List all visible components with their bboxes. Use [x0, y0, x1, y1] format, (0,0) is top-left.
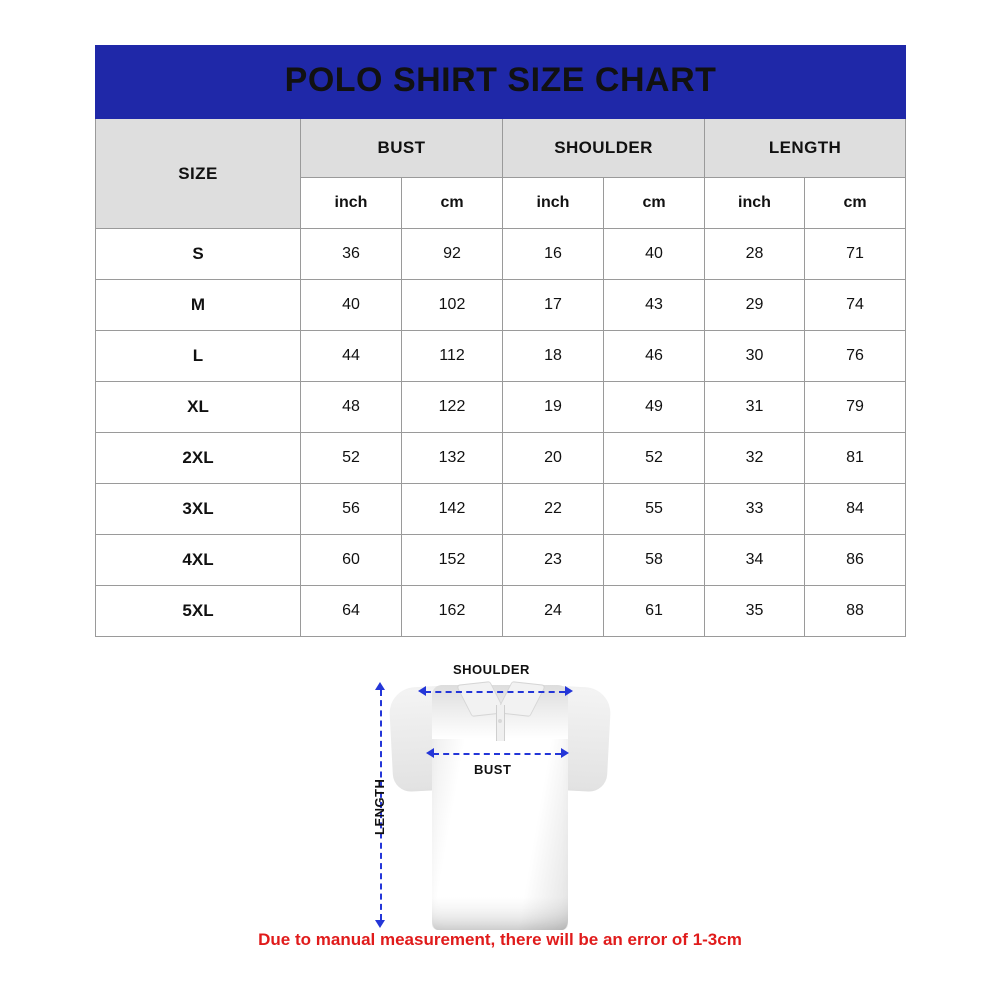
unit-bust-cm: cm — [402, 178, 503, 229]
cell-shoulder-inch: 23 — [503, 535, 604, 586]
shoulder-arrow-left-icon — [418, 686, 426, 696]
cell-length-inch: 28 — [705, 229, 805, 280]
table-group-header-row — [96, 119, 906, 178]
cell-length-inch: 32 — [705, 433, 805, 484]
cell-shoulder-inch: 17 — [503, 280, 604, 331]
cell-length-cm: 88 — [805, 586, 906, 637]
bust-measurement-label: BUST — [474, 762, 512, 777]
cell-length-inch: 34 — [705, 535, 805, 586]
cell-length-inch: 35 — [705, 586, 805, 637]
bust-measurement-line — [433, 753, 561, 755]
cell-shoulder-cm: 58 — [604, 535, 705, 586]
table-title-row — [96, 46, 906, 119]
cell-length-cm: 86 — [805, 535, 906, 586]
table-row — [96, 280, 906, 331]
cell-shoulder-cm: 40 — [604, 229, 705, 280]
header-size: SIZE — [96, 119, 301, 229]
size-chart-table — [95, 45, 906, 637]
cell-size: 5XL — [96, 586, 301, 637]
shirt-hem-shadow — [432, 897, 568, 930]
page-title: POLO SHIRT SIZE CHART — [96, 46, 906, 119]
cell-bust-inch: 60 — [301, 535, 402, 586]
unit-shoulder-cm: cm — [604, 178, 705, 229]
cell-length-inch: 31 — [705, 382, 805, 433]
cell-length-inch: 30 — [705, 331, 805, 382]
header-shoulder: SHOULDER — [503, 119, 705, 178]
cell-shoulder-cm: 55 — [604, 484, 705, 535]
cell-shoulder-inch: 16 — [503, 229, 604, 280]
cell-size: S — [96, 229, 301, 280]
cell-shoulder-cm: 52 — [604, 433, 705, 484]
cell-length-cm: 81 — [805, 433, 906, 484]
cell-shoulder-inch: 18 — [503, 331, 604, 382]
table-row — [96, 331, 906, 382]
cell-size: L — [96, 331, 301, 382]
cell-bust-cm: 152 — [402, 535, 503, 586]
length-measurement-label: LENGTH — [372, 778, 387, 835]
size-chart-container — [95, 45, 905, 637]
shoulder-arrow-right-icon — [565, 686, 573, 696]
cell-shoulder-inch: 20 — [503, 433, 604, 484]
table-row — [96, 382, 906, 433]
cell-size: 3XL — [96, 484, 301, 535]
cell-length-inch: 29 — [705, 280, 805, 331]
cell-length-cm: 79 — [805, 382, 906, 433]
cell-length-cm: 84 — [805, 484, 906, 535]
cell-bust-cm: 102 — [402, 280, 503, 331]
shirt-placket — [496, 705, 505, 741]
cell-bust-inch: 44 — [301, 331, 402, 382]
cell-bust-cm: 92 — [402, 229, 503, 280]
cell-shoulder-inch: 24 — [503, 586, 604, 637]
polo-shirt-graphic — [385, 675, 615, 930]
cell-shoulder-cm: 61 — [604, 586, 705, 637]
cell-length-inch: 33 — [705, 484, 805, 535]
cell-size: 4XL — [96, 535, 301, 586]
cell-length-cm: 76 — [805, 331, 906, 382]
cell-size: M — [96, 280, 301, 331]
unit-shoulder-inch: inch — [503, 178, 604, 229]
cell-size: XL — [96, 382, 301, 433]
shoulder-measurement-label: SHOULDER — [453, 662, 530, 677]
cell-bust-inch: 56 — [301, 484, 402, 535]
header-bust: BUST — [301, 119, 503, 178]
header-length: LENGTH — [705, 119, 906, 178]
table-row — [96, 433, 906, 484]
unit-length-cm: cm — [805, 178, 906, 229]
cell-bust-inch: 52 — [301, 433, 402, 484]
cell-bust-cm: 132 — [402, 433, 503, 484]
cell-shoulder-cm: 43 — [604, 280, 705, 331]
cell-length-cm: 71 — [805, 229, 906, 280]
measurement-illustration — [340, 640, 660, 930]
shoulder-measurement-line — [425, 691, 565, 693]
cell-bust-inch: 48 — [301, 382, 402, 433]
cell-shoulder-inch: 19 — [503, 382, 604, 433]
bust-arrow-right-icon — [561, 748, 569, 758]
cell-bust-cm: 142 — [402, 484, 503, 535]
unit-bust-inch: inch — [301, 178, 402, 229]
cell-length-cm: 74 — [805, 280, 906, 331]
table-row — [96, 535, 906, 586]
table-row — [96, 586, 906, 637]
cell-bust-inch: 40 — [301, 280, 402, 331]
table-row — [96, 229, 906, 280]
cell-shoulder-inch: 22 — [503, 484, 604, 535]
cell-shoulder-cm: 46 — [604, 331, 705, 382]
cell-bust-inch: 64 — [301, 586, 402, 637]
cell-bust-cm: 122 — [402, 382, 503, 433]
cell-shoulder-cm: 49 — [604, 382, 705, 433]
cell-bust-inch: 36 — [301, 229, 402, 280]
table-row — [96, 484, 906, 535]
cell-size: 2XL — [96, 433, 301, 484]
bust-arrow-left-icon — [426, 748, 434, 758]
length-arrow-down-icon — [375, 920, 385, 928]
unit-length-inch: inch — [705, 178, 805, 229]
cell-bust-cm: 112 — [402, 331, 503, 382]
length-arrow-up-icon — [375, 682, 385, 690]
cell-bust-cm: 162 — [402, 586, 503, 637]
measurement-note: Due to manual measurement, there will be an error of 1-3cm — [258, 930, 742, 949]
